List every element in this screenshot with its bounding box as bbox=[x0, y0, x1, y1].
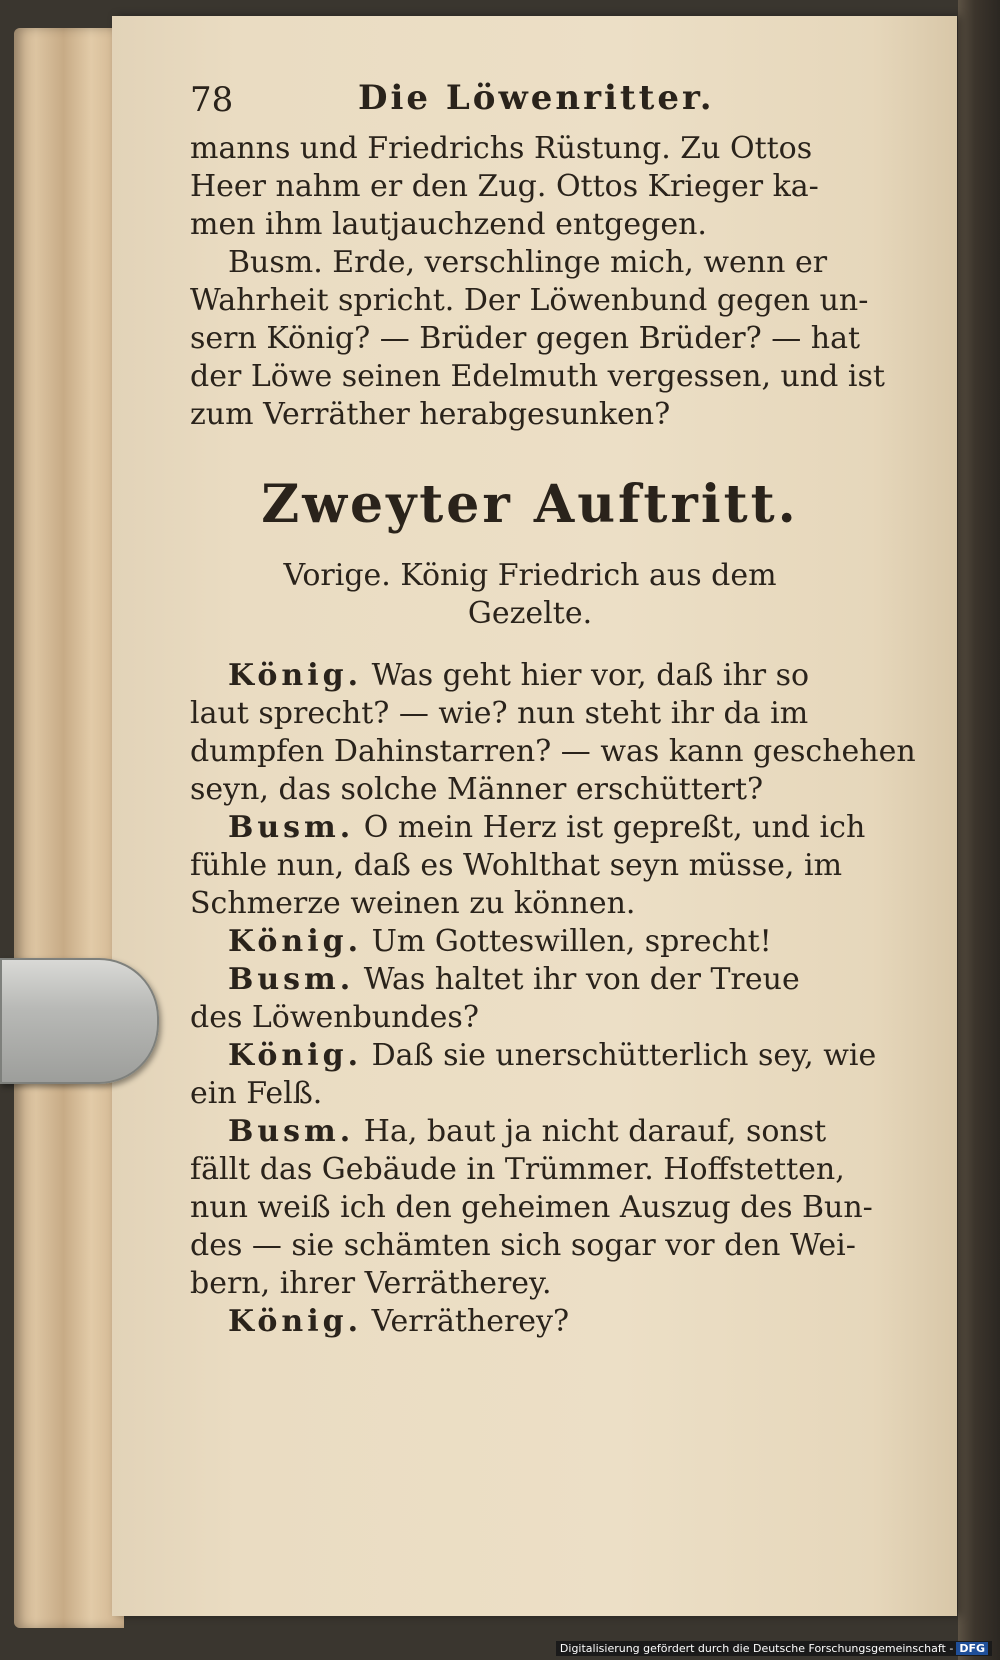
text-line: ein Felß. bbox=[190, 1076, 323, 1111]
bookmark-clip bbox=[0, 958, 159, 1084]
text-line bbox=[190, 1303, 870, 1341]
speech-text: Was geht hier vor, daß ihr so bbox=[362, 658, 810, 693]
paragraph-continuation bbox=[190, 130, 870, 244]
text-line: men ihm lautjauchzend entgegen. bbox=[190, 207, 707, 242]
page-number: 78 bbox=[190, 80, 234, 120]
text-line: Heer nahm er den Zug. Ottos Krieger ka- bbox=[190, 169, 819, 204]
text-line: Busm. Erde, verschlinge mich, wenn er bbox=[228, 245, 828, 280]
speech-text: Ha, baut ja nicht darauf, sonst bbox=[354, 1114, 827, 1149]
speaker-name: König. bbox=[228, 658, 363, 693]
next-page-edge bbox=[958, 0, 1000, 1660]
scene-title: Zweyter Auftritt. bbox=[261, 474, 799, 535]
speaker-name: Busm. bbox=[228, 1114, 355, 1149]
speech-text: O mein Herz ist gepreßt, und ich bbox=[354, 810, 866, 845]
stage-direction-line: Gezelte. bbox=[467, 596, 593, 631]
dialogue bbox=[190, 657, 916, 1341]
text-line: zum Verräther herabgesunken? bbox=[190, 397, 671, 432]
dialogue-paragraph bbox=[190, 961, 870, 1037]
text-line: nun weiß ich den geheimen Auszug des Bun- bbox=[190, 1190, 873, 1225]
speech-text: Daß sie unerschütterlich sey, wie bbox=[362, 1038, 877, 1073]
dialogue-paragraph bbox=[190, 1303, 870, 1341]
text-line bbox=[190, 1113, 870, 1151]
text-line: fühle nun, daß es Wohlthat seyn müsse, im bbox=[190, 848, 843, 883]
dialogue-paragraph bbox=[190, 1037, 877, 1113]
page-stack-edges bbox=[14, 28, 124, 1628]
speaker-name: Busm. bbox=[228, 962, 355, 997]
text-line: fällt das Gebäude in Trümmer. Hoffstetten, bbox=[190, 1152, 845, 1187]
stage-direction-line: Vorige. König Friedrich aus dem bbox=[283, 558, 777, 593]
digitization-credit bbox=[556, 1641, 992, 1656]
speech-text: Um Gotteswillen, sprecht! bbox=[362, 924, 772, 959]
dfg-logo: DFG bbox=[956, 1642, 988, 1655]
speaker-name: König. bbox=[228, 924, 363, 959]
page-header bbox=[190, 70, 870, 130]
page-text bbox=[190, 70, 916, 1341]
speech-text: Was haltet ihr von der Treue bbox=[354, 962, 800, 997]
credit-text: Digitalisierung gefördert durch die Deutsche Forschungsgemeinschaft - bbox=[559, 1642, 954, 1655]
text-line: der Löwe seinen Edelmuth vergessen, und ist bbox=[190, 359, 885, 394]
speech-text: Verrätherey? bbox=[362, 1304, 570, 1339]
text-line: seyn, das solche Männer erschüttert? bbox=[190, 772, 764, 807]
text-line: dumpfen Dahinstarren? — was kann geschehen bbox=[190, 734, 916, 769]
text-line: Wahrheit spricht. Der Löwenbund gegen un- bbox=[190, 283, 869, 318]
text-line: laut sprecht? — wie? nun steht ihr da im bbox=[190, 696, 809, 731]
text-line: des — sie schämten sich sogar vor den Wei- bbox=[190, 1228, 856, 1263]
text-line: manns und Friedrichs Rüstung. Zu Ottos bbox=[190, 131, 813, 166]
dialogue-paragraph bbox=[190, 809, 870, 923]
dialogue-paragraph bbox=[190, 657, 916, 809]
text-line: bern, ihrer Verrätherey. bbox=[190, 1266, 552, 1301]
text-line bbox=[190, 923, 870, 961]
stage-direction bbox=[190, 557, 870, 633]
text-line bbox=[190, 1037, 877, 1075]
paragraph-busm bbox=[190, 244, 885, 434]
dialogue-paragraph bbox=[190, 1113, 873, 1303]
speaker-name: König. bbox=[228, 1304, 363, 1339]
running-title: Die Löwenritter. bbox=[358, 78, 715, 118]
text-line: Schmerze weinen zu können. bbox=[190, 886, 636, 921]
text-line bbox=[190, 657, 870, 695]
text-line: sern König? — Brüder gegen Brüder? — hat bbox=[190, 321, 861, 356]
text-line bbox=[190, 809, 870, 847]
dialogue-paragraph bbox=[190, 923, 870, 961]
text-line bbox=[190, 961, 870, 999]
text-line: des Löwenbundes? bbox=[190, 1000, 479, 1035]
speaker-name: Busm. bbox=[228, 810, 355, 845]
speaker-name: König. bbox=[228, 1038, 363, 1073]
